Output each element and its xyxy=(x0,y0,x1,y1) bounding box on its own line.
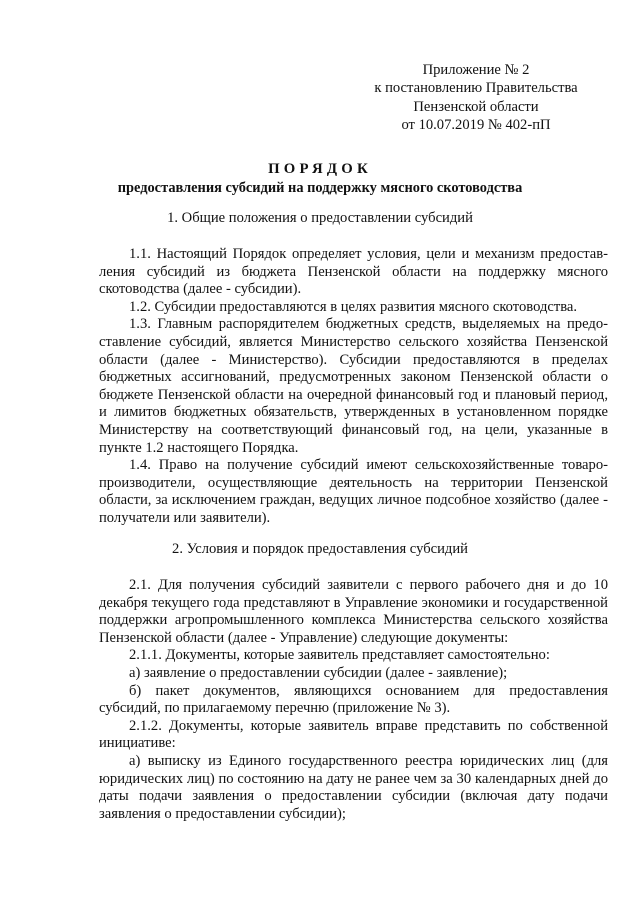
appendix-block xyxy=(360,61,592,135)
appendix-number: Приложение № 2 xyxy=(422,62,530,78)
paragraph-1-4: 1.4. Право на получение субсидий имеют сельскохозяйственные товаропроизводители, осуществляющие деятельность на территории Пензенской области, за исключением граждан, ведущих личное подсобное хозяйство (далее - получатели или заявители). xyxy=(99,457,608,526)
appendix-reference: к постановлению Правительства xyxy=(374,80,578,97)
section-1-body xyxy=(99,246,608,528)
paragraph-2-1: 2.1. Для получения субсидий заявители с первого рабочего дня и до 10 декабря текущего года представляют в Управление экономики и государственной поддержки агропромышленного комплекса Министерства сельского хозяйства Пензенской области (далее - Управление) следующие документы: xyxy=(99,577,608,646)
section-2-body xyxy=(99,577,608,823)
document-subtitle: предоставления субсидий на поддержку мясного скотоводства xyxy=(117,180,523,196)
paragraph-2-1-1: 2.1.1. Документы, которые заявитель представляет самостоятельно: xyxy=(129,647,550,664)
section-1-heading: 1. Общие положения о предоставлении субсидий xyxy=(167,210,473,226)
paragraph-1-3: 1.3. Главным распорядителем бюджетных средств, выделяемых на предоставление субсидий, является Министерство сельского хозяйства Пензенской области (далее - Министерство). Субсидии предоставляются в пределах бюджетных ассигнований, предусмотренных законом Пензенской области о бюджете Пензенской области на очередной финансовый год и плановый период, и лимитов бюджетных обязательств, утвержденных в установленном порядке Министерству на соответствующий финансовый год, на цели, указанные в пункте 1.2 настоящего Порядка. xyxy=(99,316,608,456)
paragraph-1-2: 1.2. Субсидии предоставляются в целях развития мясного скотоводства. xyxy=(129,298,578,315)
paragraph-2-1-2-a: а) выписку из Единого государственного реестра юридических лиц (для юридических лиц) по состоянию на дату не ранее чем за 30 календарных дней до даты подачи заявления о предоставлении субсидии (включая дату подачи заявления о предоставлении субсидии); xyxy=(99,752,608,822)
appendix-region: Пензенской области xyxy=(413,98,539,115)
section-2-heading: 2. Условия и порядок предоставления субсидий xyxy=(172,541,468,557)
paragraph-1-1: 1.1. Настоящий Порядок определяет условия, цели и механизм предоставления субсидий из бюджета Пензенской области на поддержку мясного скотоводства (далее - субсидии). xyxy=(99,246,608,298)
paragraph-2-1-2: 2.1.2. Документы, которые заявитель вправе представить по собственной инициативе: xyxy=(99,717,608,752)
document-title: ПОРЯДОК xyxy=(268,161,372,177)
appendix-date-number: от 10.07.2019 № 402-пП xyxy=(401,117,551,134)
paragraph-2-1-1-a: а) заявление о предоставлении субсидии (далее - заявление); xyxy=(129,664,508,681)
paragraph-2-1-1-b: б) пакет документов, являющихся основанием для предоставления субсидий, по прилагаемому перечню (приложение № 3). xyxy=(99,682,608,717)
